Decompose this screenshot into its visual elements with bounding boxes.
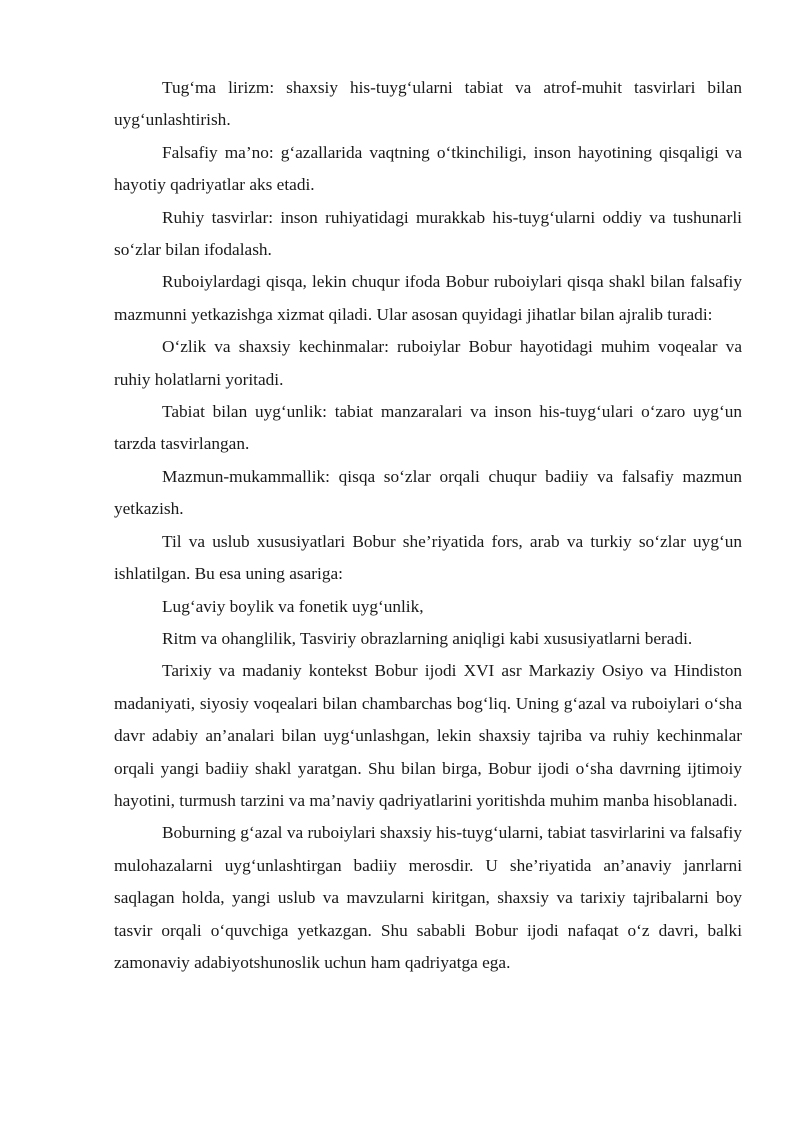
paragraph-mazmun-mukammallik: Mazmun-mukammallik: qisqa so‘zlar orqali chuqur badiiy va falsafiy mazmun yetkazish. (114, 466, 742, 519)
paragraph-ruboiylardagi-ifoda: Ruboiylardagi qisqa, lekin chuqur ifoda Bobur ruboiylari qisqa shakl bilan falsafiy mazmunni yetkazishga xizmat qiladi. Ular asosan quyidagi jihatlar bilan ajralib turadi: (114, 272, 742, 324)
paragraph-tabiat-uygunlik: Tabiat bilan uyg‘unlik: tabiat manzaralari va inson his-tuyg‘ulari o‘zaro uyg‘un tarzda tasvirlangan. (114, 402, 742, 454)
paragraph-xulosa: Boburning g‘azal va ruboiylari shaxsiy his-tuyg‘ularni, tabiat tasvirlarini va falsafiy mulohazalarni uyg‘unlashtirgan badiiy merosdir. U she’riyatida an’anaviy janrlarni saqlagan holda, yangi uslub va mavzularni kiritgan, shaxsiy va tarixiy tajribalarni boy tasvir orqali o‘quvchiga yetkazgan. Shu sababli Bobur ijodi nafaqat o‘z davri, balki zamonaviy adabiyotshunoslik uchun ham qadriyatga ega. (114, 823, 742, 972)
paragraph-tarixiy-kontekst: Tarixiy va madaniy kontekst Bobur ijodi XVI asr Markaziy Osiyo va Hindiston madaniyati, siyosiy voqealari bilan chambarchas bog‘liq. Uning g‘azal va ruboiylari o‘sha davr adabiy an’analari bilan uyg‘unlashgan, lekin shaxsiy tajriba va ruhiy kechinmalar orqali yangi badiiy shakl yaratgan. Shu bilan birga, Bobur ijodi o‘sha davrning ijtimoiy hayotini, turmush tarzini va ma’naviy qadriyatlarini yoritishda muhim manba hisoblanadi. (114, 661, 742, 810)
paragraph-til-uslub: Til va uslub xususiyatlari Bobur she’riyatida fors, arab va turkiy so‘zlar uyg‘un ishlatilgan. Bu esa uning asariga: (114, 531, 742, 584)
paragraph-ozlik-kechinmalar: O‘zlik va shaxsiy kechinmalar: ruboiylar Bobur hayotidagi muhim voqealar va ruhiy holatlarni yoritadi. (114, 337, 742, 389)
paragraph-tugma-lirizm: Tug‘ma lirizm: shaxsiy his-tuyg‘ularni tabiat va atrof-muhit tasvirlari bilan uyg‘unlashtirish. (114, 78, 742, 130)
document-page (114, 72, 742, 979)
paragraph-ritm-ohanglilik: Ritm va ohanglilik, Tasviriy obrazlarning aniqligi kabi xususiyatlarni beradi. (162, 628, 693, 648)
paragraph-falsafiy-mano: Falsafiy ma’no: g‘azallarida vaqtning o‘tkinchiligi, inson hayotining qisqaligi va hayotiy qadriyatlar aks etadi. (114, 142, 742, 195)
paragraph-lugaviy-boylik: Lug‘aviy boylik va fonetik uyg‘unlik, (162, 596, 424, 616)
paragraph-ruhiy-tasvirlar: Ruhiy tasvirlar: inson ruhiyatidagi murakkab his-tuyg‘ularni oddiy va tushunarli so‘zlar bilan ifodalash. (114, 207, 742, 260)
